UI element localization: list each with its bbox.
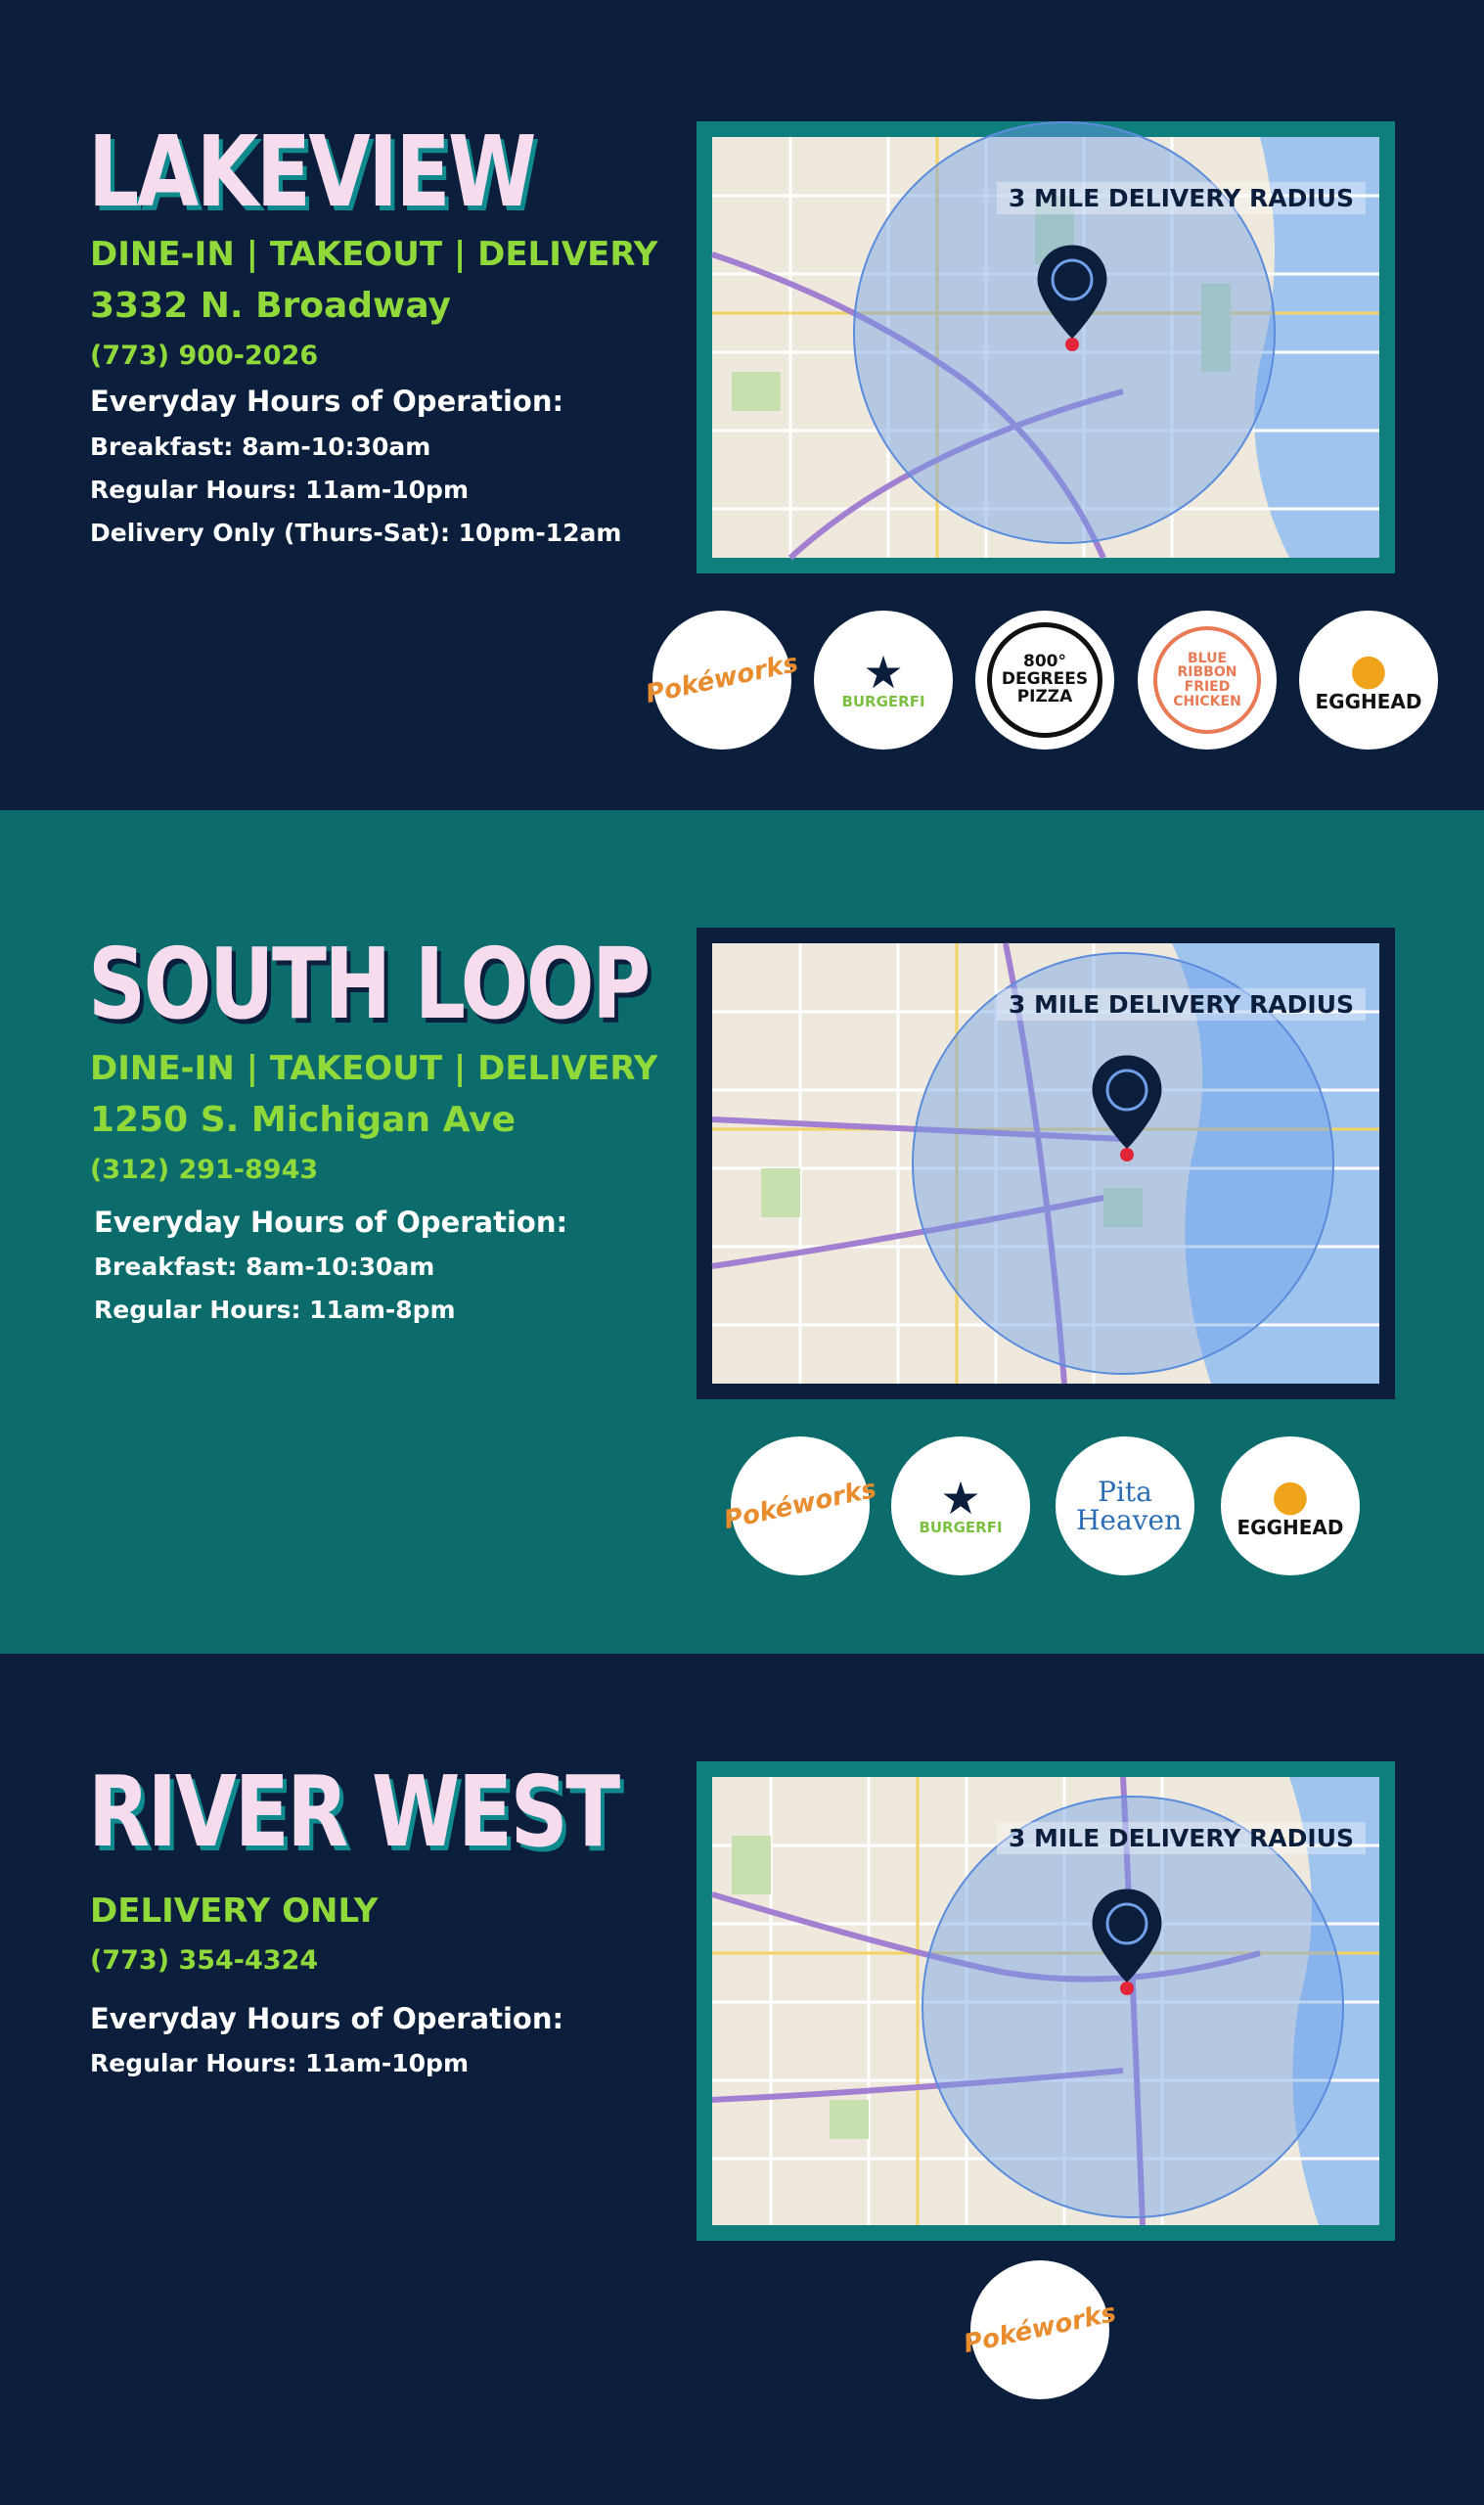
delivery-map[interactable]	[697, 928, 1395, 1399]
phone-link[interactable]: (773) 354-4324	[90, 1945, 319, 1976]
service-options: DINE-IN | TAKEOUT | DELIVERY	[90, 1049, 658, 1088]
hours-line: Delivery Only (Thurs-Sat): 10pm-12am	[90, 519, 622, 547]
hours-line: Regular Hours: 11am-8pm	[94, 1296, 456, 1324]
hours-heading: Everyday Hours of Operation:	[90, 2002, 564, 2035]
phone-link[interactable]: (312) 291-8943	[90, 1155, 319, 1185]
address-link[interactable]: 1250 S. Michigan Ave	[90, 1100, 517, 1140]
service-options: DELIVERY ONLY	[90, 1891, 379, 1931]
egg-icon: ●	[1271, 1470, 1310, 1521]
egghead-logo[interactable]: ● EGGHEAD	[1299, 611, 1438, 750]
pokeworks-logo[interactable]: Pokéworks	[652, 611, 791, 750]
map-radius-label: 3 MILE DELIVERY RADIUS	[997, 988, 1366, 1021]
pokeworks-logo[interactable]: Pokéworks	[731, 1436, 870, 1575]
hours-heading: Everyday Hours of Operation:	[94, 1206, 568, 1239]
burgerfi-logo[interactable]: ★ BURGERFI	[891, 1436, 1030, 1575]
address-link[interactable]: 3332 N. Broadway	[90, 286, 451, 326]
blue-ribbon-fried-chicken-logo[interactable]: BLUE RIBBON FRIED CHICKEN	[1138, 611, 1277, 750]
egghead-logo[interactable]: ● EGGHEAD	[1221, 1436, 1360, 1575]
phone-link[interactable]: (773) 900-2026	[90, 341, 319, 371]
map-radius-label: 3 MILE DELIVERY RADIUS	[997, 1822, 1366, 1854]
lakeview-section	[0, 0, 1484, 810]
map-pin-icon	[1090, 1887, 1164, 1996]
south-loop-section	[0, 810, 1484, 1654]
pokeworks-logo[interactable]: Pokéworks	[970, 2260, 1109, 2399]
location-title: SOUTH LOOP	[88, 927, 649, 1041]
hours-line: Breakfast: 8am-10:30am	[94, 1252, 435, 1281]
service-options: DINE-IN | TAKEOUT | DELIVERY	[90, 235, 658, 274]
800-degrees-pizza-logo[interactable]: 800° DEGREES PIZZA	[975, 611, 1114, 750]
star-icon: ★	[940, 1472, 981, 1526]
hours-heading: Everyday Hours of Operation:	[90, 385, 564, 418]
location-title: LAKEVIEW	[88, 114, 535, 229]
map-radius-label: 3 MILE DELIVERY RADIUS	[997, 182, 1366, 214]
hours-line: Regular Hours: 11am-10pm	[90, 2049, 469, 2077]
map-pin-icon	[1090, 1053, 1164, 1162]
hours-line: Regular Hours: 11am-10pm	[90, 476, 469, 504]
river-west-section	[0, 1654, 1484, 2505]
location-title: RIVER WEST	[88, 1754, 618, 1869]
map-pin-icon	[1035, 243, 1109, 352]
star-icon: ★	[863, 646, 904, 700]
hours-line: Breakfast: 8am-10:30am	[90, 433, 431, 461]
egg-icon: ●	[1349, 644, 1388, 695]
burgerfi-logo[interactable]: ★ BURGERFI	[814, 611, 953, 750]
pita-heaven-logo[interactable]: Pita Heaven	[1056, 1436, 1194, 1575]
delivery-map[interactable]	[697, 1761, 1395, 2241]
delivery-map[interactable]	[697, 121, 1395, 573]
